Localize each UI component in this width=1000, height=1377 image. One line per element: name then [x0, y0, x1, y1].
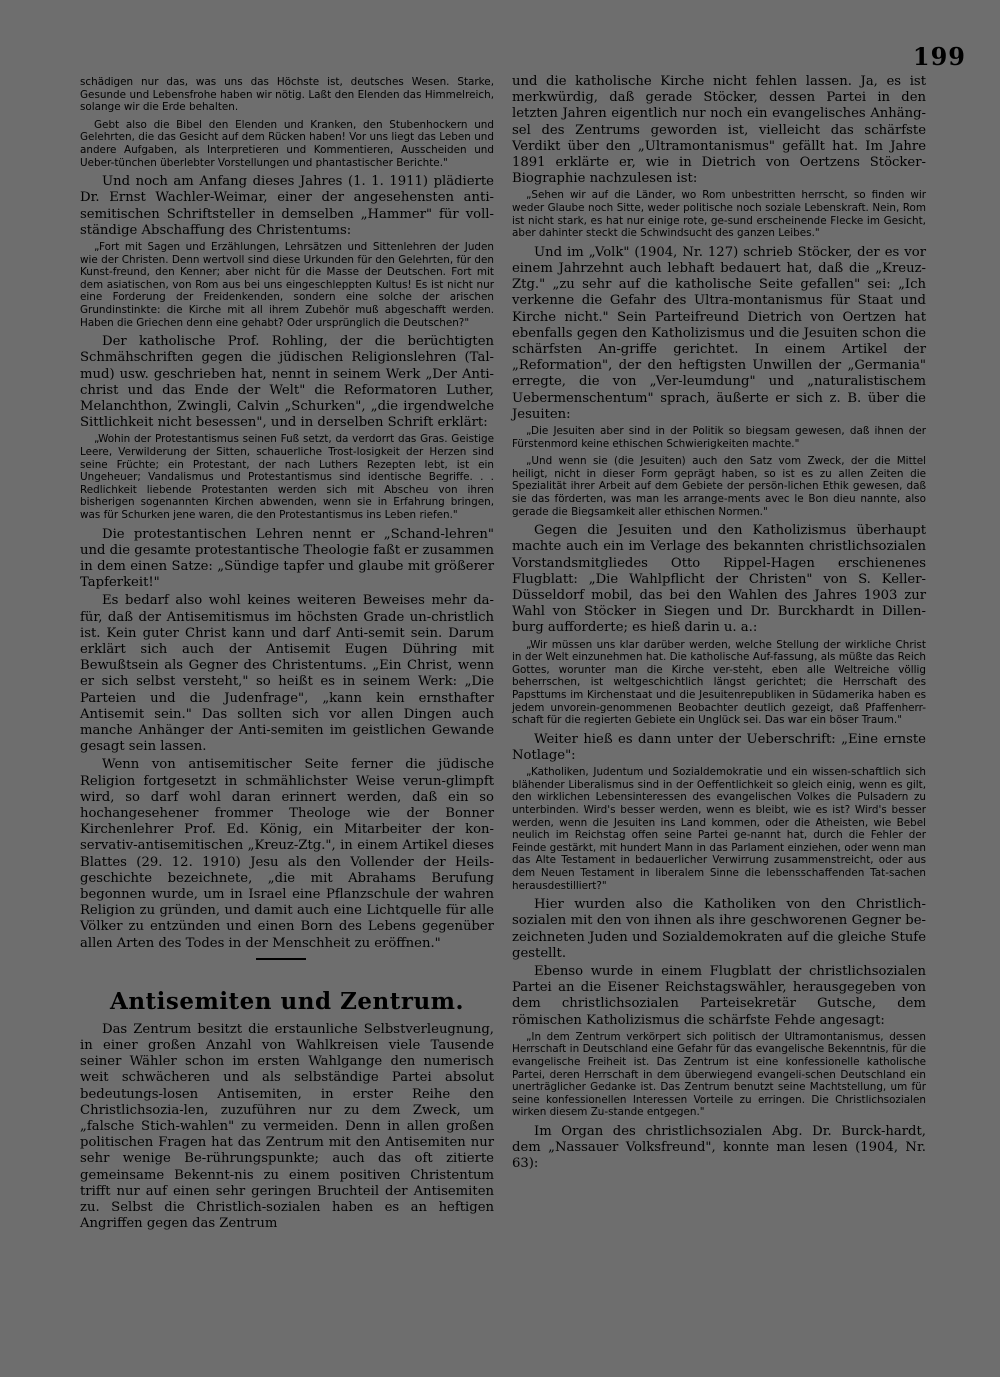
paragraph: Das Zentrum besitzt die erstaunliche Selbstverleugnung, in einer großen Anzahl von Wahlkreisen viele Tausende seiner Wähler schon im ersten Wahlgange den numerisch weit schwächeren und als selbständige Partei absolut bedeutungs-losen Antisemiten, in erster Reihe den Christlichsozia-len, zuzuführen nur zu dem Zweck, um „falsche Stich-wahlen" zu vermeiden. Denn in allen großen politischen Fragen hat das Zentrum mit den Antisemiten nur sehr wenige Be-rührungspunkte; auch das oft zitierte gemeinsame Bekennt-nis zu einem positiven Christentum trifft nur auf einen sehr geringen Bruchteil der Antisemiten zu. Selbst die Christlich-sozialen haben es an heftigen Angriffen gegen das Zentrum	[80, 1021, 494, 1232]
section-divider	[256, 958, 306, 960]
paragraph: Ebenso wurde in einem Flugblatt der christlichsozialen Partei an die Eisener Reichstagswähler, herausgegeben von dem christlichsozialen Parteisekretär Gutsche, dem römischen Katholizismus die schärfste Fehde angesagt:	[512, 963, 926, 1028]
paragraph: und die katholische Kirche nicht fehlen lassen. Ja, es ist merkwürdig, daß gerade Stöcker, dessen Partei in den letzten Jahren eigentlich nur noch ein evangelisches Anhäng-sel des Zentrums geworden ist, vielleicht das schärfste Verdikt über den „Ultramontanismus" gefällt hat. Im Jahre 1891 erklärte er, wie in Dietrich von Oertzens Stöcker-Biographie nachzulesen ist:	[512, 74, 926, 187]
paragraph: Weiter hieß es dann unter der Ueberschrift: „Eine ernste Notlage":	[512, 731, 926, 763]
quoted-passage: schädigen nur das, was uns das Höchste ist, deutsches Wesen. Starke, Gesunde und Lebensfrohe haben wir nötig. Laßt den Elenden das Himmelreich, solange wir die Erde behalten.	[80, 76, 494, 114]
paragraph: Hier wurden also die Katholiken von den Christlich-sozialen mit den von ihnen als ihre geschworenen Gegner be-zeichneten Juden und Sozialdemokraten auf die gleiche Stufe gestellt.	[512, 897, 926, 961]
quoted-passage: „Wohin der Protestantismus seinen Fuß setzt, da verdorrt das Gras. Geistige Leere, Verwilderung der Sitten, schauerliche Trost-losigkeit der Herzen sind seine Früchte; ein Protestant, der nach Luthers Rezepten lebt, ist ein Ungeheuer; Vandalismus und Protestantismus sind identische Begriffe. . . Redlichkeit liebende Protestanten werden sich mit Abscheu von ihren bisherigen sogenannten Kirchen abwenden, wenn sie in Erfahrung bringen, was für Schurken jene waren, die den Protestantismus ins Leben riefen."	[80, 433, 494, 521]
right-column	[512, 74, 926, 1175]
quoted-passage: „In dem Zentrum verkörpert sich politisch der Ultramontanismus, dessen Herrschaft in Deutschland eine Gefahr für das evangelische Bekenntnis, für die evangelische Freiheit ist. Das Zentrum ist eine konfessionelle katholische Partei, deren Herrschaft in dem überwiegend evangeli-schen Deutschland ein unerträglicher Gedanke ist. Das Zentrum benutzt seine Machtstellung, um für seine konfessionellen Interessen Vorteile zu erringen. Die Christlichsozialen wirken diesem Zu-stande entgegen."	[512, 1030, 926, 1119]
paragraph: Gegen die Jesuiten und den Katholizismus überhaupt machte auch ein im Verlage des bekannten christlichsozialen Vorstandsmitgliedes Otto Rippel-Hagen erschienenes Flugblatt: „Die Wahlpflicht der Christen" von S. Keller-Düsseldorf mobil, das bei den Wahlen des Jahres 1903 zur Wahl von Stöcker in Siegen und Dr. Burckhardt in Dillen-burg aufforderte; es hieß darin u. a.:	[512, 523, 926, 636]
section-heading: Antisemiten und Zentrum.	[109, 987, 465, 1015]
quoted-passage: „Sehen wir auf die Länder, wo Rom unbestritten herrscht, so finden wir weder Glaube noch Sitte, weder politische noch soziale Lebenskraft. Nein, Rom ist nicht stark, es hat nur einige rote, ge-sund erscheinende Flecke im Gesicht, aber dahinter steckt die Schwindsucht des ganzen Leibes."	[512, 189, 926, 240]
quoted-passage: „Fort mit Sagen und Erzählungen, Lehrsätzen und Sittenlehren der Juden wie der Christen. Denn wertvoll sind diese Urkunden für den Gelehrten, für den Kunst-freund, den Kenner; aber nicht für die Masse der Deutschen. Fort mit dem asiatischen, von Rom aus bei uns eingeschleppten Kultus! Es ist nicht nur eine Forderung der Freidenkenden, sondern eine solche der arischen Grundinstinkte: die Kirche mit all ihrem Zubehör muß abgeschafft werden. Haben die Griechen denn eine gehabt? Oder ursprünglich die Deutschen?"	[80, 240, 494, 329]
quoted-passage: „Katholiken, Judentum und Sozialdemokratie und ein wissen-schaftlich sich blähender Liberalismus sind in der Oeffentlichkeit so gleich einig, wenn es gilt, den wirklichen Lebensinteressen des evangelischen Volkes die Pulsadern zu unterbinden. Wird's besser werden, wenn es bleibt, wie es ist? Wird's besser werden, wenn die Jesuiten ins Land kommen, oder die Atheisten, wie Bebel neulich im Reichstag offen seine Partei ge-nannt hat, durch die Fehler der Feinde gestärkt, mit hundert Mann in das Parlament einziehen, oder wenn man das Alte Testament in bedauerlicher Verwirrung zusammenstreicht, oder aus dem Neuen Testament in liberalem Sinne die lebensschaffenden Tat-sachen herausdestilliert?"	[512, 766, 926, 892]
paragraph: Es bedarf also wohl keines weiteren Beweises mehr da-für, daß der Antisemitismus im höchsten Grade un-christlich ist. Kein guter Christ kann und darf Anti-semit sein. Darum erklärt sich auch der Antisemit Eugen Dühring mit Bewußtsein als Gegner des Christentums. „Ein Christ, wenn er sich selbst versteht," so heißt es in seinem Werk: „Die Parteien und die Judenfrage", „kann kein ernsthafter Antisemit sein." Das sollten sich vor allen Dingen auch manche Anhänger der Anti-semiten im geistlichen Gewande gesagt sein lassen.	[80, 593, 494, 755]
left-column-text-top	[80, 76, 494, 952]
left-column-text-bottom	[80, 1022, 494, 1233]
quoted-passage: „Die Jesuiten aber sind in der Politik so biegsam gewesen, daß ihnen der Fürstenmord keine ethischen Schwierigkeiten machte."	[512, 425, 926, 450]
quoted-passage: Gebt also die Bibel den Elenden und Kranken, den Stubenhockern und Gelehrten, die das Gesicht auf dem Rücken haben! Vor uns liegt das Leben und andere Aufgaben, als Interpretieren und Kommentieren, Ausscheiden und Ueber-tünchen überlebter Vorstellungen und phantastischer Berichte."	[80, 118, 494, 169]
quoted-passage: „Wir müssen uns klar darüber werden, welche Stellung der wirkliche Christ in der Welt einzunehmen hat. Die katholische Auf-fassung, als müßte das Reich Gottes, worunter man die Kirche ver-steht, eben alle Weltreiche völlig beherrschen, ist weltgeschichtlich längst gerichtet; die Herrschaft des Papsttums im Kirchenstaat und die Jesuitenrepubliken in Südamerika haben es jedem unvorein-genommenen Beobachter deutlich gezeigt, daß Pfaffenherr-schaft für die regierten Gebiete ein Unglück sei. Das war ein böser Traum."	[512, 638, 926, 727]
page-number: 199	[912, 42, 966, 71]
left-column	[80, 74, 494, 1234]
paragraph: Wenn von antisemitischer Seite ferner die jüdische Religion fortgesetzt in schmählichster Weise verun-glimpft wird, so darf wohl daran erinnert werden, daß ein so hochangesehener frommer Theologe wie der Bonner Kirchenlehrer Prof. Ed. König, ein Mitarbeiter der kon-servativ-antisemitischen „Kreuz-Ztg.", in einem Artikel dieses Blattes (29. 12. 1910) Jesu als den Vollender der Heils-geschichte bezeichnete, „die mit Abrahams Berufung begonnen wurde, um in Israel eine Pflanzschule der wahren Religion zu gründen, und damit auch eine Lichtquelle für alle Völker zu entzünden und einen Born des Lebens gegenüber allen Arten des Todes in der Menschheit zu eröffnen."	[80, 757, 494, 951]
paragraph: Der katholische Prof. Rohling, der die berüchtigten Schmähschriften gegen die jüdischen Religionslehren (Tal-mud) usw. geschrieben hat, nennt in seinem Werk „Der Anti-christ und das Ende der Welt" die Reformatoren Luther, Melanchthon, Zwingli, Calvin „Schurken", „die irgendwelche Sittlichkeit nicht besessen", und in derselben Schrift erklärt:	[80, 334, 494, 431]
paragraph: Und im „Volk" (1904, Nr. 127) schrieb Stöcker, der es vor einem Jahrzehnt auch lebhaft bedauert hat, daß die „Kreuz-Ztg." „zu sehr auf die katholische Seite gefallen" sei: „Ich verkenne die Gefahr des Ultra-montanismus für Staat und Kirche nicht." Sein Parteifreund Dietrich von Oertzen hat ebenfalls gegen den Katholizismus und die Jesuiten schon die schärfsten An-griffe gerichtet. In einem Artikel der „Reformation", der den heftigsten Unwillen der „Germania" erregte, die von „Ver-leumdung" und „naturalistischem Uebermenschentum" sprach, äußerte er sich z. B. über die Jesuiten:	[512, 244, 926, 422]
quoted-passage: „Und wenn sie (die Jesuiten) auch den Satz vom Zweck, der die Mittel heiligt, nicht in dieser Form geprägt haben, so ist es zu allen Zeiten die Spezialität ihrer Arbeit auf dem Gebiete der persön-lichen Ethik gewesen, daß sie das förderten, was man les arrange-ments avec le Bon dieu nannte, also gerade die Biegsamkeit aller ethischen Normen."	[512, 455, 926, 518]
paragraph: Im Organ des christlichsozialen Abg. Dr. Burck-hardt, dem „Nassauer Volksfreund", konnte man lesen (1904, Nr. 63):	[512, 1123, 926, 1172]
paragraph: Die protestantischen Lehren nennt er „Schand-lehren" und die gesamte protestantische Theologie faßt er zusammen in dem einen Satze: „Sündige tapfer und glaube mit größerer Tapferkeit!"	[80, 526, 494, 591]
paragraph: Und noch am Anfang dieses Jahres (1. 1. 1911) plädierte Dr. Ernst Wachler-Weimar, einer der angesehensten anti-semitischen Schriftsteller in demselben „Hammer" für voll-ständige Abschaffung des Christentums:	[80, 174, 494, 238]
